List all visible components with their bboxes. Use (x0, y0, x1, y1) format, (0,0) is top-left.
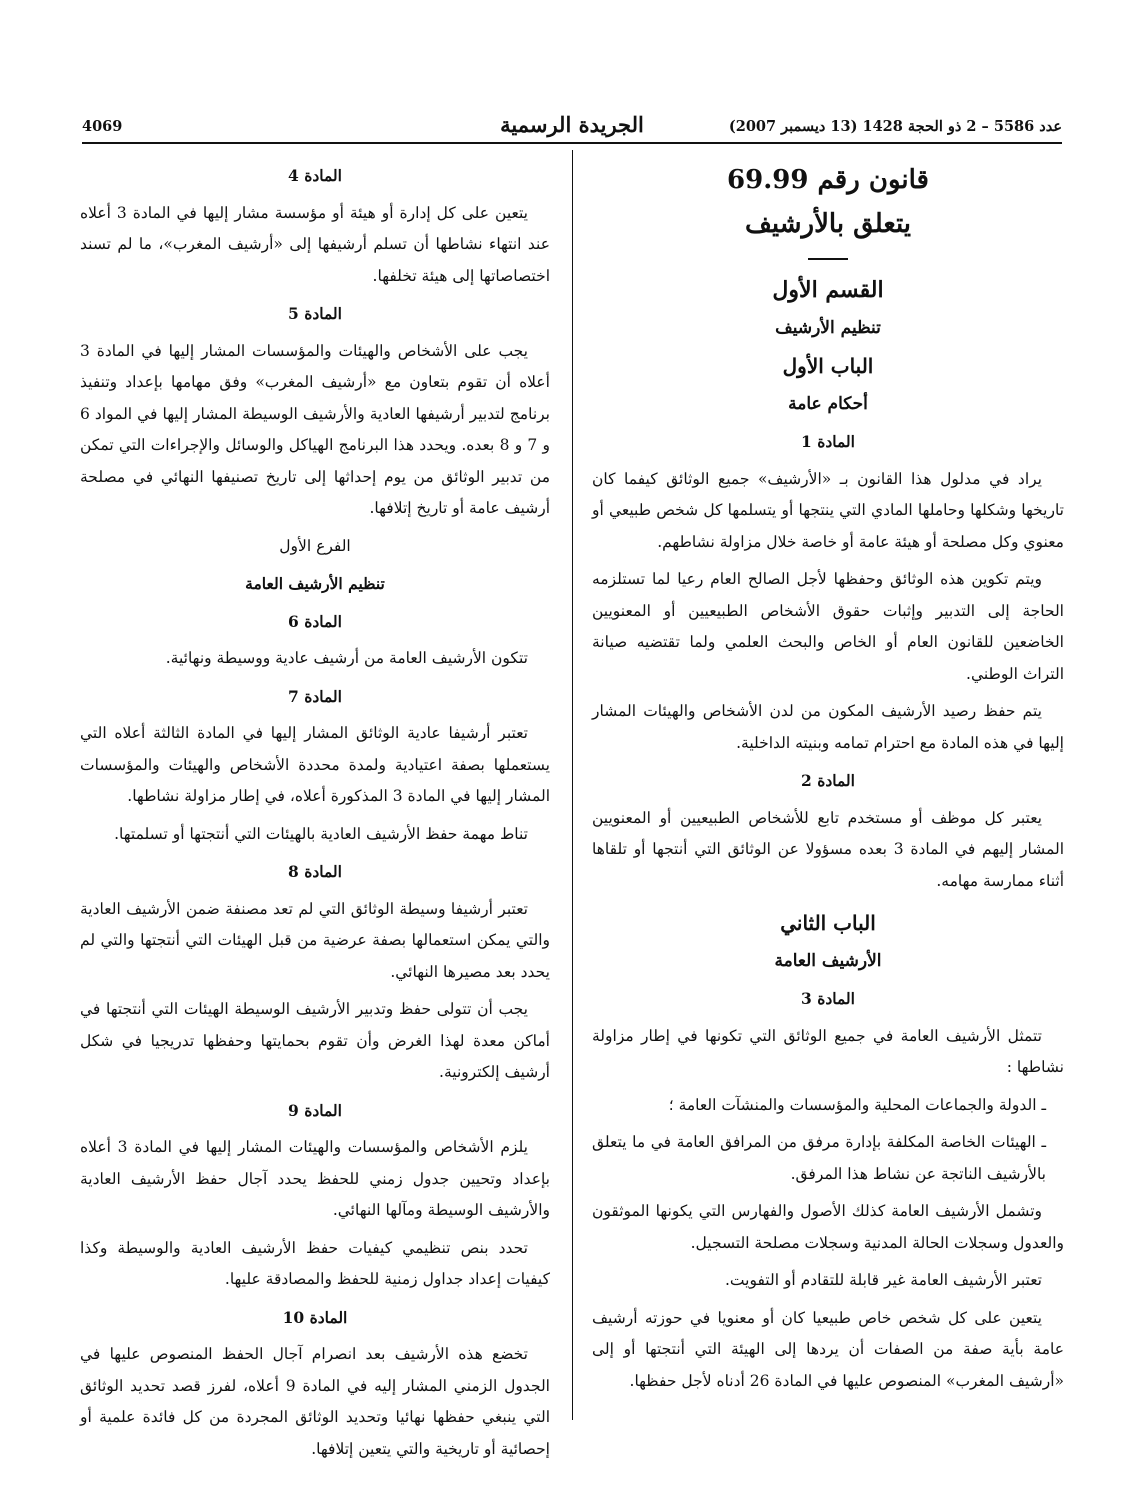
right-column (592, 156, 1064, 1403)
article-heading: المادة 5 (288, 304, 342, 323)
header-rule (82, 142, 1062, 144)
list-item: ـ الدولة والجماعات المحلية والمؤسسات والمنشآت العامة ؛ (668, 1095, 1046, 1114)
article-heading: المادة 6 (288, 611, 342, 631)
chapter-title: الأرشيف العامة (774, 951, 882, 971)
law-title: قانون رقم 69.99 (727, 165, 929, 195)
paragraph: تتمثل الأرشيف العامة في جميع الوثائق التي تكونها في إطار مزاولة نشاطها : (592, 1026, 1064, 1076)
article-heading: المادة 10 (282, 1307, 348, 1327)
paragraph: تناط مهمة حفظ الأرشيف العادية بالهيئات التي أنتجتها أو تسلمتها. (114, 824, 528, 843)
article-heading: المادة 1 (801, 432, 855, 451)
article-heading: المادة 9 (288, 1100, 342, 1120)
chapter-heading: الباب الثاني (780, 911, 876, 935)
branch-heading: الفرع الأول (279, 536, 351, 555)
paragraph: تخضع هذه الأرشيف بعد انصرام آجال الحفظ المنصوص عليها في الجدول الزمني المشار إليه في المادة 9 أعلاه، لفرز قصد تحديد الوثائق التي ينبغي حفظها نهائيا وتحديد الوثائق المجردة من كل فائدة علمية أو إحصائية أو تاريخية والتي يتعين إتلافها. (80, 1345, 550, 1458)
paragraph: وتشمل الأرشيف العامة كذلك الأصول والفهارس التي يكونها الموثقون والعدول وسجلات الحالة المدنية وسجلات مصلحة التسجيل. (592, 1202, 1064, 1252)
paragraph: تعتبر أرشيفا عادية الوثائق المشار إليها في المادة الثالثة أعلاه التي يستعملها بصفة اعتيادية ولمدة محددة الأشخاص والهيئات والمؤسسات المشار إليها في المادة 3 المذكورة أعلاه، في إطار مزاولة نشاطها. (80, 724, 550, 805)
paragraph: يجب أن تتولى حفظ وتدبير الأرشيف الوسيطة الهيئات التي أنتجتها في أماكن معدة لهذا الغرض وأن تقوم بحمايتها وحفظها تدريجيا في شكل أرشيف إلكترونية. (80, 1000, 550, 1081)
column-divider (572, 150, 573, 1420)
chapter-title: أحكام عامة (788, 394, 868, 414)
gazette-title: الجريدة الرسمية (500, 112, 644, 137)
paragraph: يعتبر كل موظف أو مستخدم تابع للأشخاص الطبيعيين أو المعنويين المشار إليهم في المادة 3 بعده مسؤولا عن الوثائق التي أنتجها أو تلقاها أثناء ممارسة مهامه. (592, 808, 1065, 890)
paragraph: يتعين على كل شخص خاص طبيعيا كان أو معنويا في حوزته أرشيف عامة بأية صفة من الصفات أن يردها إلى الهيئة التي أنتجتها أو إلى «أرشيف المغرب» المنصوص عليها في المادة 26 أدناه لأجل حفظها. (592, 1308, 1064, 1390)
paragraph: يراد في مدلول هذا القانون بـ «الأرشيف» جميع الوثائق كيفما كان تاريخها وشكلها وحاملها المادي التي ينتجها أو يتسلمها كل شخص طبيعي أو معنوي وكل مصلحة أو هيئة عامة أو خاصة خلال مزاولة نشاطهم. (592, 469, 1064, 551)
paragraph: ويتم تكوين هذه الوثائق وحفظها لأجل الصالح العام رعيا لما تستلزمه الحاجة إلى التدبير وإثبات حقوق الأشخاص الطبيعيين أو المعنويين الخاضعين للقانون العام أو الخاص والبحث العلمي ولما تقتضيه صيانة التراث الوطني. (592, 570, 1064, 683)
paragraph: يتم حفظ رصيد الأرشيف المكون من لدن الأشخاص والهيئات المشار إليها في هذه المادة مع احترام تمامه وبنيته الداخلية. (592, 702, 1064, 752)
article-heading: المادة 4 (288, 166, 342, 185)
branch-title: تنظيم الأرشيف العامة (245, 574, 385, 593)
list-item: ـ الهيئات الخاصة المكلفة بإدارة مرفق من المرافق العامة في ما يتعلق بالأرشيف الناتجة عن نشاط هذا المرفق. (592, 1133, 1046, 1183)
left-column (80, 156, 550, 1471)
law-subject: يتعلق بالأرشيف (744, 209, 912, 239)
article-heading: المادة 8 (288, 862, 342, 881)
article-heading: المادة 3 (801, 989, 855, 1008)
paragraph: يتعين على كل إدارة أو هيئة أو مؤسسة مشار إليها في المادة 3 أعلاه عند انتهاء نشاطها أن تسلم أرشيفها إلى «أرشيف المغرب»، ما لم تسند اختصاصاتها إلى هيئة تخلفها. (80, 203, 550, 285)
paragraph: تتكون الأرشيف العامة من أرشيف عادية ووسيطة ونهائية. (165, 649, 528, 667)
section-heading: القسم الأول (772, 277, 884, 303)
paragraph: تحدد بنص تنظيمي كيفيات حفظ الأرشيف العادية والوسيطة وكذا كيفيات إعداد جداول زمنية للحفظ والمصادقة عليها. (80, 1238, 550, 1288)
page-number: 4069 (82, 118, 123, 135)
paragraph: تعتبر الأرشيف العامة غير قابلة للتقادم أو التفويت. (725, 1271, 1042, 1289)
paragraph: يلزم الأشخاص والمؤسسات والهيئات المشار إليها في المادة 3 أعلاه بإعداد وتحيين جدول زمني للحفظ يحدد آجال حفظ الأرشيف العادية والأرشيف الوسيطة ومآلها النهائي. (80, 1138, 550, 1219)
article-heading: المادة 7 (288, 686, 342, 706)
issue-info: عدد 5586 – 2 ذو الحجة 1428 (13 ديسمبر 2007) (728, 118, 1062, 135)
page-header (82, 112, 1062, 140)
section-title: تنظيم الأرشيف (775, 318, 881, 338)
chapter-heading: الباب الأول (782, 354, 874, 378)
article-heading: المادة 2 (801, 771, 855, 790)
paragraph: تعتبر أرشيفا وسيطة الوثائق التي لم تعد مصنفة ضمن الأرشيف العادية والتي يمكن استعمالها بصفة عرضية من قبل الهيئات التي أنتجتها والتي لم يحدد بعد مصيرها النهائي. (80, 899, 550, 981)
title-divider (808, 258, 848, 260)
paragraph: يجب على الأشخاص والهيئات والمؤسسات المشار إليها في المادة 3 أعلاه أن تقوم بتعاون مع «أرشيف المغرب» وفق مهامها بإعداد وتنفيذ برنامج لتدبير أرشيفها العادية والأرشيف الوسيطة المشار إليها في المواد 6 و 7 و 8 بعده. ويحدد هذا البرنامج الهياكل والوسائل والإجراءات التي تمكن من تدبير الوثائق من يوم إحداثها إلى تاريخ تصنيفها النهائي في مصلحة أرشيف عامة أو تاريخ إتلافها. (80, 341, 551, 517)
